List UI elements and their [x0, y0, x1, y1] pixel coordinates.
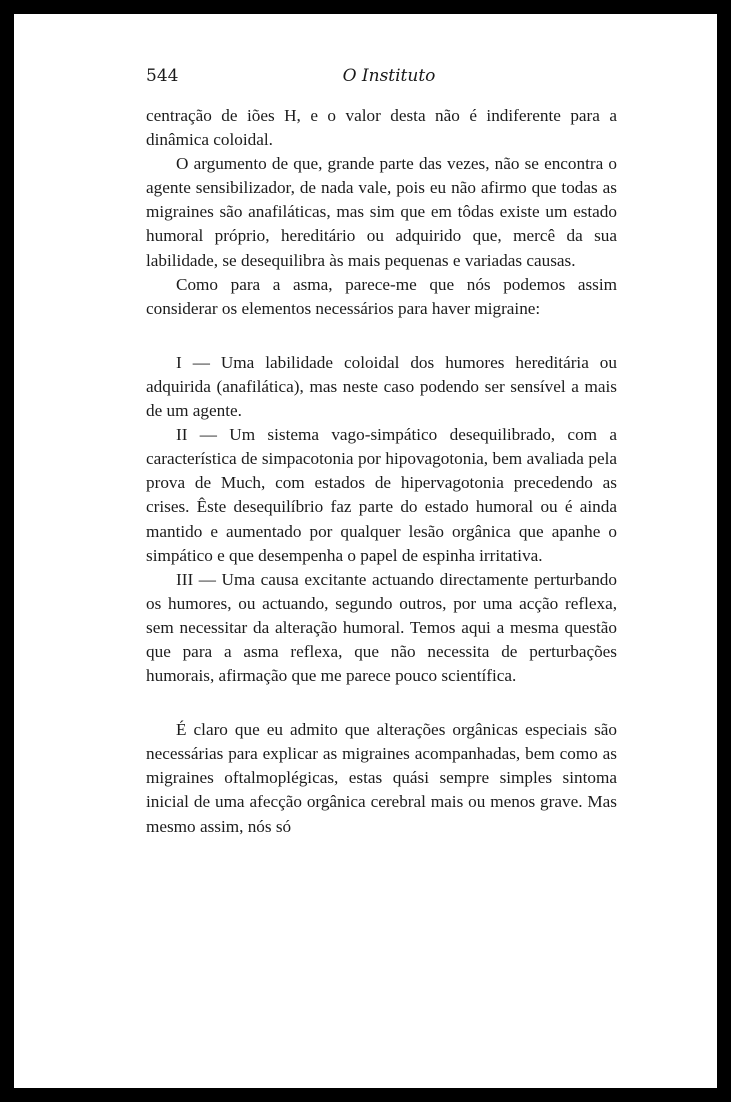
paragraph-conclusion: É claro que eu admito que alterações orgânicas especiais são necessárias para explicar as migraines acompanhadas, bem como as migraines oftalmoplégicas, estas quási sempre simples sintoma inicial de uma afecção orgânica cerebral mais ou menos grave. Mas mesmo assim, nós só: [146, 720, 617, 836]
paragraph-argument: O argumento de que, grande parte das vezes, não se encontra o agente sensibilizador, de nada vale, pois eu não afirmo que todas as migraines são anafiláticas, mas sim que em tôdas existe um estado humoral próprio, hereditário ou adquirido que, mercê da sua labilidade, se desequilibra às mais pequenas e variadas causas.: [146, 154, 617, 270]
running-title: O Instituto: [342, 66, 436, 86]
body-text: [146, 104, 617, 839]
page-number: 544: [146, 66, 179, 86]
paragraph-continuation: centração de iões H, e o valor desta não é indiferente para a dinâmica coloidal.: [146, 106, 617, 150]
paragraph-asthma: Como para a asma, parece-me que nós podemos assim considerar os elementos necessários para haver migraine:: [146, 274, 617, 318]
list-item-ii: II — Um sistema vago-simpático desequilibrado, com a característica de simpacotonia por hipovagotonia, bem avaliada pela prova de Much, com estados de hipervagotonia precedendo as crises. Êste desequilíbrio faz parte do estado humoral ou é ainda mantido e aumentado por qualquer lesão orgânica que apanhe o simpático e que desempenha o papel de espinha irritativa.: [146, 425, 617, 565]
list-item-i: I — Uma labilidade coloidal dos humores hereditária ou adquirida (anafilática), mas neste caso podendo ser sensível a mais de um agente.: [146, 352, 617, 421]
list-item-iii: III — Uma causa excitante actuando directamente perturbando os humores, ou actuando, segundo outros, por uma acção reflexa, sem necessitar da alteração humoral. Temos aqui a mesma questão que para a asma reflexa, que não necessita de perturbações humorais, afirmação que me parece pouco scientífica.: [146, 569, 617, 686]
page-header: [146, 66, 632, 94]
